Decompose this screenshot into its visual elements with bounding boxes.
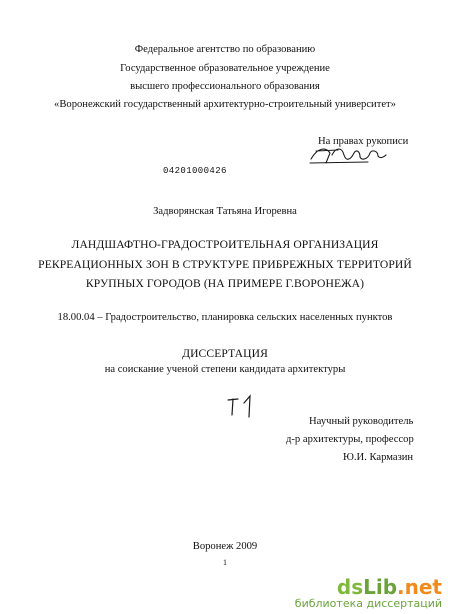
signature-scrawl [308,143,388,169]
title-line-1: ЛАНДШАФТНО-ГРАДОСТРОИТЕЛЬНАЯ ОРГАНИЗАЦИЯ [71,238,379,251]
supervisor-name: Ю.И. Кармазин [343,452,414,463]
page-number: 1 [223,558,227,567]
dslib-subtitle: библиотека диссертаций [294,597,442,610]
city-year: Воронеж 2009 [192,541,258,552]
document-type: ДИССЕРТАЦИЯ [182,347,268,360]
specialty-code: 18.00.04 – Градостроительство, планировка сельских населенных пунктов [57,312,393,323]
org-agency: Федеральное агентство по образованию [134,44,316,55]
org-university: «Воронежский государственный архитектурно-строительный университет» [54,99,396,110]
supervisor-role: Научный руководитель [309,416,414,427]
title-line-3: КРУПНЫХ ГОРОДОВ (НА ПРИМЕРЕ Г.ВОРОНЕЖА) [85,277,365,290]
dslib-watermark [295,577,442,610]
manuscript-note: На правах рукописи [318,136,409,147]
dslib-logo: dsLib.net [336,575,442,599]
author-name: Задворянская Татьяна Игоревна [153,206,297,217]
org-education-level: высшего профессионального образования [130,81,320,92]
degree-purpose: на соискание ученой степени кандидата архитектуры [104,364,346,375]
handwritten-volume-mark [226,393,260,419]
supervisor-degree: д-р архитектуры, профессор [286,434,414,445]
document-number: 04201000426 [163,166,227,176]
title-line-2: РЕКРЕАЦИОННЫХ ЗОН В СТРУКТУРЕ ПРИБРЕЖНЫХ ТЕРРИТОРИЙ [38,258,412,271]
org-institution-type: Государственное образовательное учреждение [120,63,330,74]
